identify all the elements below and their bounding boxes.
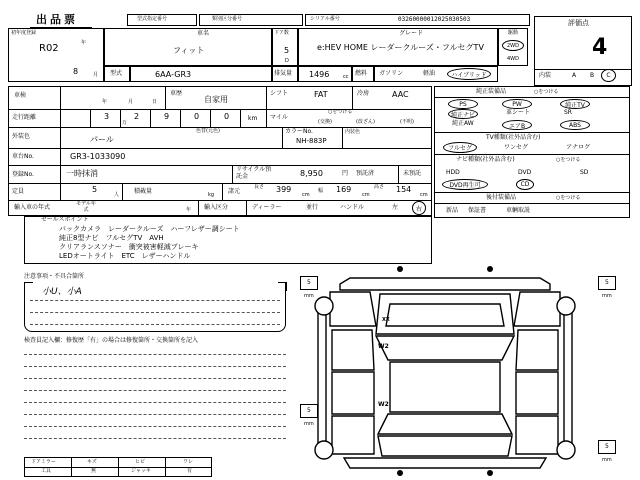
equipment-item: 純正TV [560,99,590,109]
mileage-digit-4: 0 [194,112,200,121]
ac-value: AAC [392,90,409,99]
serial-number: 03260000012025030503 [398,16,471,23]
footer-h3: ヒビ [135,459,146,465]
chassis-label: 車台No. [12,153,34,160]
inspector-line [24,438,286,439]
fuel-hybrid: ハイブリッド [451,71,487,79]
rear-bumper-shape [344,458,546,468]
height-value: 154 [396,185,412,194]
type-approval-box [127,14,197,26]
tread-rr: 5 [605,443,609,450]
right-sill-shape [564,304,572,450]
mileage-digit-1: 3 [104,112,110,121]
displacement-label: 排気量 [274,70,293,77]
nav-cd: CD [520,181,530,188]
inspector-title: 検査員記入欄：修復歴「有」の場合は修復箇所・交換箇所を記入 [24,337,199,344]
rear-right-wheel-shape [557,441,575,459]
interior-c: C [606,72,611,79]
year-box [8,28,104,82]
tread-fl: 5 [307,279,311,286]
footer-h1: ドアミラー [31,459,56,465]
score-label: 評価点 [568,19,589,27]
mileage-digit-5: 0 [224,112,230,121]
inspector-line [24,426,286,427]
interior-color-label: 内装色 [345,129,361,135]
tread-fl-unit: mm [304,293,314,299]
score-value: 4 [592,35,608,60]
tread-fr-unit: mm [602,293,612,299]
recycle-value: 8,950 [300,169,323,178]
sheet-title: 出品票 [36,13,78,26]
mileage-digit-2: 2 [134,112,140,121]
model-year-unit: 年 [186,207,192,213]
hood-inner-shape [386,304,504,326]
tv-fullseg-circle [443,142,477,153]
equipment-item: 革シート [506,109,531,116]
tv-analog: アナログ [566,144,591,151]
year-label: 初年度登録 [11,30,37,36]
front-left-wheel-shape [315,297,333,315]
equipment-item: 純正ナビ [448,109,478,119]
equipment-item: PW [502,99,532,109]
recycle-none: 未預託 [403,170,422,177]
height-label: 高さ [374,184,385,190]
rear-window-shape [378,414,512,434]
load-unit: kg [208,192,215,198]
fuel-gasoline: ガソリン [379,70,404,77]
nav-title: ナビ種類(社外品含む) [456,156,515,163]
inspector-line [24,402,286,403]
nav-note: ○をつける [556,157,581,163]
footer-v2: 無 [91,468,97,474]
load-label: 積載量 [134,188,153,195]
type-approval-label: 型式指定番号 [137,16,168,22]
equipment-item: エアB [502,120,532,130]
sales-line-3: クリアランスソナー 衝突被害軽減ブレーキ [59,243,199,251]
handle-right: 右 [415,205,422,213]
mileage-unit: km [248,115,258,122]
category-label: 類別区分番号 [212,16,243,22]
rear-right-quarter-shape [516,416,558,454]
mark-w2-front: W2 [378,343,389,350]
tread-box-rr [598,440,616,454]
mileage-mans: 万 [122,120,128,126]
chassis-value: GR3-1033090 [70,152,126,161]
nav-cd-circle [516,179,534,190]
tread-rl-unit: mm [304,421,314,427]
rear-left-wheel-shape [315,441,333,459]
doors-label: ドア数 [274,30,289,36]
displacement-value: 1496 [309,70,330,79]
capacity-value: 5 [92,185,98,194]
import-type-label: 輸入区分 [204,204,229,211]
inspection-year: 年 [102,99,108,105]
rear-left-door-shape [332,372,374,414]
notes-handwritten: 小U、小A [42,287,82,297]
width-label: 幅 [318,188,324,194]
footer-h2: キズ [87,459,97,465]
handle-label: ハンドル [340,204,365,211]
drive-label: 駆動 [508,30,519,36]
fuel-diesel: 軽油 [423,70,436,77]
usage-label: 車歴 [170,90,183,97]
extra-manual: 車輌取説 [506,207,531,214]
year-unit: 年 [81,40,87,46]
car-name-box [104,28,272,66]
footer-v3: ジャッキ [131,468,151,474]
inspector-line [24,390,286,391]
import-dealer: ディーラー [252,204,282,211]
nav-dvd: DVD [518,169,532,176]
year-value: R02 [39,43,59,54]
width-unit: cm [362,192,370,198]
tread-fr: 5 [605,279,609,286]
recycle-status: 預託済 [356,170,375,177]
shift-value: FAT [314,90,328,99]
footer-h4: ワレ [183,459,194,465]
sales-title: セールスポイント [41,216,89,223]
nav-sd: SD [580,169,589,176]
notes-title: 注意事項・不具合箇所 [24,273,85,280]
ac-label: 冷房 [357,90,370,97]
hybrid-circle [447,68,491,80]
color-code-value: NH-883P [296,137,327,145]
month-unit: 月 [93,72,99,78]
doors-value: 5 [284,46,290,55]
front-bumper-shape [340,278,550,290]
equipment-item: 純正AW [452,120,474,127]
hood-shape [376,294,514,334]
drive-4wd: 4WD [507,56,519,62]
nav-dvd-play: DVD再生可 [449,182,481,189]
interior-c-circle [601,69,616,82]
tv-title: TV種類(社外品含む) [486,134,541,141]
left-sill-shape [318,304,326,450]
interior-grade-label: 内装 [539,72,552,79]
model-type-label-box [104,66,130,82]
extra-title: 後付装備品 [486,194,517,201]
tv-oneseg: ワンセグ [504,144,529,151]
disp-box [298,66,352,82]
drive-2wd: 2WD [507,42,519,49]
sales-line-4: LEDオートライト ETC レザーハンドル [59,252,191,260]
tread-rr-unit: mm [602,457,612,463]
footer-v4: 有 [187,468,193,474]
specs-label: 諸元 [228,188,241,195]
sales-line-2: 純正8型ナビ フルセグTV AVH [59,234,164,242]
equipment-item: PS [448,99,478,109]
equipment-item: ABS [560,120,590,130]
length-label: 長さ [254,184,265,190]
handle-left: 左 [392,204,399,211]
disp-label-box [272,66,298,82]
exterior-color-value: パール [90,135,114,144]
recycle-unit: 円 [342,170,349,177]
tread-rl: 5 [307,407,311,414]
interior-b: B [590,72,595,79]
extra-warranty: 保証書 [468,207,487,214]
import-year-label: 輸入車の年式 [14,204,51,211]
rear-right-door-shape [516,372,558,414]
model-type-box [130,66,272,82]
meter-note: ○をつける [328,109,353,115]
length-unit: cm [302,192,310,198]
inspector-line [24,366,286,367]
category-box [199,14,303,26]
footer-table [24,457,212,477]
drive-2wd-circle [502,40,524,51]
nav-hdd: HDD [446,169,460,176]
usage-value: 自家用 [204,95,228,104]
rear-left-quarter-shape [332,416,374,454]
car-name-value: フィット [173,46,205,55]
fuel-box [374,66,498,82]
width-value: 169 [336,185,352,194]
recycle-label: リサイクル預託金 [236,166,272,180]
extra-new: 新品 [446,207,459,214]
meter-option-unknown: (不明) [400,119,414,125]
inspection-day: 日 [152,99,158,105]
front-right-door-shape [516,330,558,370]
doors-d: D [285,58,289,64]
doors-box [272,28,298,66]
tv-fullseg: フルセグ [448,145,472,152]
height-unit: cm [420,192,428,198]
model-type-value: 6AA-GR3 [155,70,192,79]
shift-label: シフト [270,90,289,97]
inspector-line [24,354,286,355]
score-box [534,16,632,86]
footer-v1: 工具 [41,468,52,474]
car-name-label: 車名 [197,30,210,37]
registration-label: 登録No. [12,171,34,178]
mark-xx: XX [382,317,390,323]
fuel-label-box [352,66,374,82]
sales-points-box [24,216,432,264]
color-change-label: 色替(元色) [196,128,220,134]
front-right-wheel-shape [557,297,575,315]
grade-label: グレード [399,30,424,37]
serial-label: シリアル番号 [310,16,340,22]
tread-box-fl [300,276,318,290]
mileage-label: 走行距離 [12,114,37,121]
roof-shape [390,362,500,412]
mileage-digit-3: 9 [164,112,170,121]
equipment-item: SR [564,109,572,116]
capacity-unit: 人 [114,192,120,198]
nav-dvd-play-circle [442,179,488,190]
inspector-line [24,378,286,379]
meter-option-exchanged: (交換) [318,119,332,125]
extra-note: ○をつける [556,195,581,201]
exterior-color-label: 外装色 [12,133,31,140]
length-value: 399 [276,185,292,194]
windshield-shape [376,336,514,360]
front-left-fender-shape [330,292,376,326]
front-right-fender-shape [514,292,560,326]
meter-label: マイル [270,114,288,121]
sales-line-1: バックカメラ レーダークルーズ ハーフレザー調シート [59,225,240,233]
grade-box [298,28,498,66]
inspection-month: 月 [128,99,134,105]
import-parallel: 並行 [306,204,319,211]
grade-value: e:HEV HOME レーダークルーズ・フルセグTV [317,43,484,52]
handle-right-circle [412,201,426,215]
mark-w2-rear: W2 [378,401,389,408]
drive-box [498,28,528,66]
inspection-label: 車検 [14,92,27,99]
capacity-label: 定員 [12,188,25,195]
equipment-title: 純正装備品 [476,88,507,95]
interior-a: A [572,72,577,79]
tread-box-rl [300,404,318,418]
equipment-note: ○をつける [534,89,559,95]
car-damage-diagram [290,264,630,476]
inspector-line [24,414,286,415]
meter-option-tampered: (改ざん) [356,119,375,125]
displacement-unit: cc [343,74,349,80]
fuel-label: 燃料 [355,70,368,77]
trunk-shape [378,436,512,456]
tread-box-fr [598,276,616,290]
month-value: 8 [73,67,79,76]
model-year-label: モデル年式 [76,201,96,213]
front-left-door-shape [332,330,374,370]
serial-box [305,14,530,26]
color-code-label: カラーNo. [285,128,313,135]
registration-value: 一時抹消 [66,169,98,178]
model-type-label: 型式 [110,70,123,77]
